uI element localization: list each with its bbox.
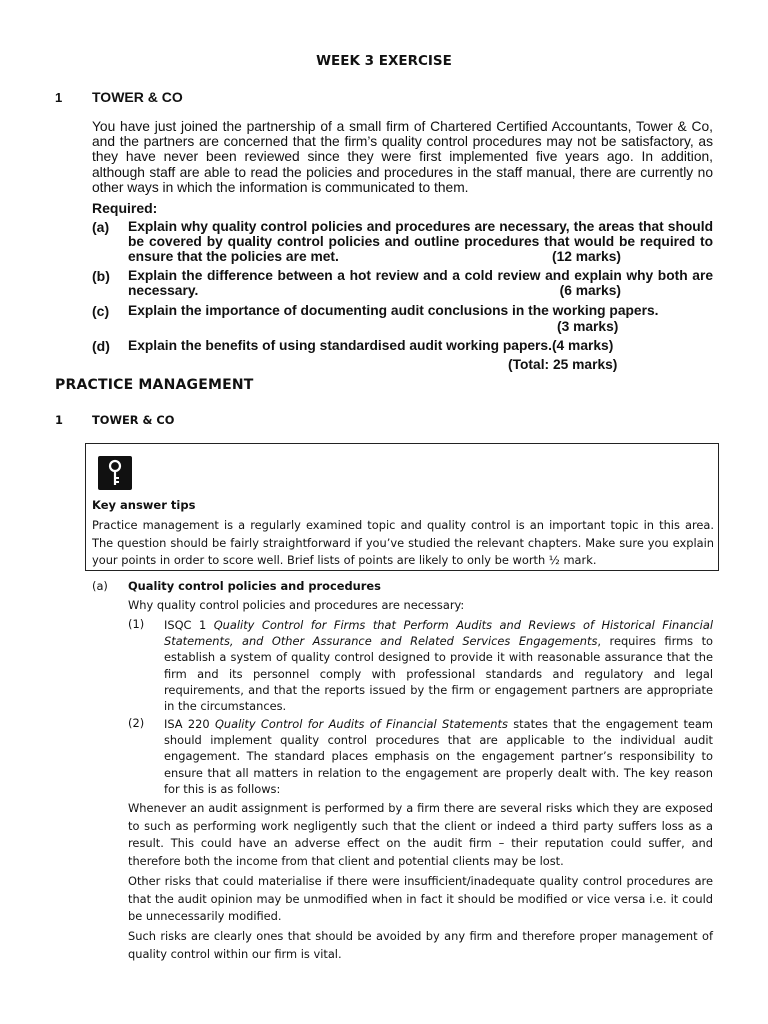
answer-part-a-heading: Quality control policies and procedures xyxy=(128,579,381,593)
part-d-question: Explain the benefits of using standardised audit working papers. xyxy=(128,338,552,353)
part-d-text xyxy=(128,338,713,353)
part-b-marks: (6 marks) xyxy=(559,283,621,299)
part-d-marks: (4 marks) xyxy=(551,338,614,353)
answer-paragraph-2: Other risks that could materialise if there were insufficient/inadequate quality control procedures are that the audit opinion may be unmodified when in fact it should be modified or vice versa i.e. it could be unnecessarily modified. xyxy=(128,874,713,923)
part-a-marks: (12 marks) xyxy=(551,249,621,265)
part-d-label: (d) xyxy=(92,338,110,354)
list-item-1-label: (1) xyxy=(128,617,145,631)
part-c-marks: (3 marks) xyxy=(557,319,619,334)
question-heading: TOWER & CO xyxy=(92,89,183,105)
section-title: PRACTICE MANAGEMENT xyxy=(55,377,254,393)
list-item-2-title: Quality Control for Audits of Financial Statements xyxy=(214,717,508,731)
part-a-question: Explain why quality control policies and procedures are necessary, the areas that should be covered by quality control policies and outline procedures that would be required to ensure that the policies are met. xyxy=(128,219,713,265)
key-answer-tips-box xyxy=(85,443,719,571)
tips-text: Practice management is a regularly examined topic and quality control is an important topic in this area. The question should be fairly straightforward if you’ve studied the relevant chapters. Make sure you explain your points in order to score well. Brief lists of points are likely to only be worth ½ mark. xyxy=(92,518,714,567)
part-a-text xyxy=(128,219,713,265)
list-item-2-label: (2) xyxy=(128,716,145,730)
question-intro: You have just joined the partnership of a small firm of Chartered Certified Accountants, Tower & Co, and the partners are concerned that the firm’s quality control procedures may not be satisfactory, as they have never been reviewed since they were first implemented five years ago. In addition, although staff are able to read the policies and procedures in the staff manual, there are currently no other ways in which the information is communicated to them. xyxy=(92,119,713,195)
part-b-label: (b) xyxy=(92,268,110,284)
answer-number: 1 xyxy=(55,413,63,427)
part-c-label: (c) xyxy=(92,303,110,319)
list-item-1-text xyxy=(164,617,713,714)
list-item-1-prefix: ISQC 1 xyxy=(164,618,214,632)
tips-title: Key answer tips xyxy=(92,498,196,512)
part-b-question: Explain the difference between a hot review and a cold review and explain why both are necessary. xyxy=(128,268,713,299)
list-item-1-title: Quality Control for Firms that Perform Audits and Reviews of Historical Financial Statements, and Other Assurance and Related Services Engagements xyxy=(164,618,713,649)
part-b-text xyxy=(128,268,713,298)
answer-paragraph-1: Whenever an audit assignment is performed by a firm there are several risks which they are exposed to such as performing work negligently such that the client or indeed a third party suffers loss as a result. This could have an adverse effect on the audit firm – their reputation could suffer, and therefore both the income from that client and potential clients may be lost. xyxy=(128,801,713,868)
list-item-2-text xyxy=(164,716,713,797)
question-number: 1 xyxy=(55,90,63,105)
part-c-text: Explain the importance of documenting audit conclusions in the working papers. xyxy=(128,303,659,318)
list-item-2-rest: states that the engagement team should implement quality control procedures that are applicable to the individual audit engagement. The standard places emphasis on the engagement partner’s responsibility to ensure that all matters in relation to the engagement are properly dealt with. The key reason for this is as follows: xyxy=(164,717,714,796)
answer-paragraph-3: Such risks are clearly ones that should be avoided by any firm and therefore proper management of quality control within our firm is vital. xyxy=(128,929,713,961)
answer-heading: TOWER & CO xyxy=(92,413,175,427)
answer-part-a-label: (a) xyxy=(92,579,108,593)
answer-part-a-lead: Why quality control policies and procedures are necessary: xyxy=(128,598,465,612)
required-label: Required: xyxy=(92,200,158,216)
list-item-1-rest: , requires firms to establish a system of quality control designed to provide it with reasonable assurance that the firm and its personnel comply with professional standards and regulatory and legal requirements, and that the reports issued by the firm or engagement partners are appropriate in the circumstances. xyxy=(164,634,714,714)
page-title: WEEK 3 EXERCISE xyxy=(316,53,452,69)
total-marks: (Total: 25 marks) xyxy=(508,357,618,372)
key-icon xyxy=(98,456,132,490)
list-item-2-prefix: ISA 220 xyxy=(164,717,215,731)
part-a-label: (a) xyxy=(92,219,110,235)
